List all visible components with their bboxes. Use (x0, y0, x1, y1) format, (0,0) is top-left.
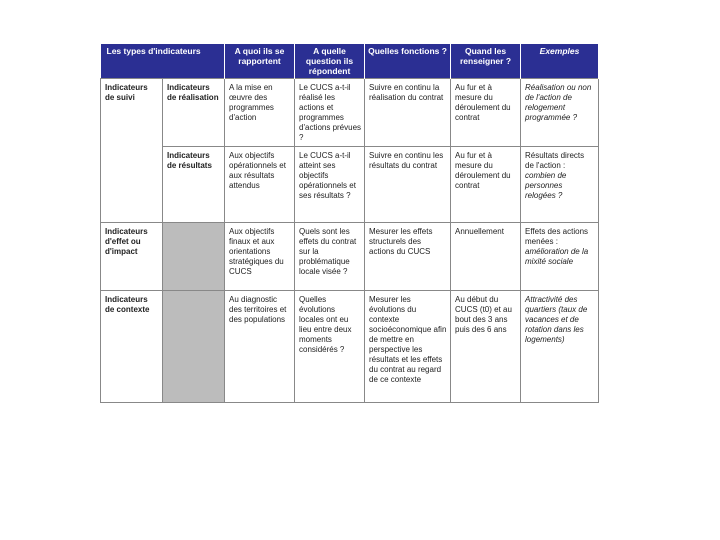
cell-resultats-rapportent: Aux objectifs opérationnels et aux résultats attendus (225, 147, 295, 223)
cell-contexte-rapportent: Au diagnostic des territoires et des populations (225, 291, 295, 403)
cell-impact-quand: Annuellement (451, 223, 521, 291)
impact-exemples-prefix: Effets des actions menées : (525, 227, 589, 246)
cell-resultats-exemples (521, 147, 599, 223)
cell-group-contexte: Indicateurs de contexte (101, 291, 163, 403)
cell-sub-realisation: Indicateurs de réalisation (163, 79, 225, 147)
cell-resultats-quand: Au fur et à mesure du déroulement du contrat (451, 147, 521, 223)
cell-contexte-quand: Au début du CUCS (t0) et au bout des 3 ans puis des 6 ans (451, 291, 521, 403)
header-exemples: Exemples (521, 44, 599, 79)
cell-resultats-fonctions: Suivre en continu les résultats du contrat (365, 147, 451, 223)
cell-contexte-fonctions: Mesurer les évolutions du contexte socioéconomique afin de mettre en perspective les résultats et les effets du contrat au regard de ce contexte (365, 291, 451, 403)
cell-realisation-rapportent: A la mise en œuvre des programmes d'action (225, 79, 295, 147)
cell-group-suivi: Indicateurs de suivi (101, 79, 163, 223)
cell-impact-question: Quels sont les effets du contrat sur la problématique locale visée ? (295, 223, 365, 291)
cell-group-impact: Indicateurs d'effet ou d'impact (101, 223, 163, 291)
cell-empty-grey (163, 223, 225, 291)
cell-impact-exemples (521, 223, 599, 291)
table-row-realisation (101, 79, 599, 147)
cell-impact-fonctions: Mesurer les effets structurels des actions du CUCS (365, 223, 451, 291)
table-row-impact (101, 223, 599, 291)
cell-empty-grey (163, 291, 225, 403)
cell-contexte-question: Quelles évolutions locales ont eu lieu entre deux moments considérés ? (295, 291, 365, 403)
header-question: A quelle question ils répondent (295, 44, 365, 79)
header-types: Les types d'indicateurs (101, 44, 225, 79)
cell-realisation-fonctions: Suivre en continu la réalisation du contrat (365, 79, 451, 147)
indicators-table (100, 44, 599, 403)
cell-contexte-exemples: Attractivité des quartiers (taux de vacances et de rotation dans les logements) (521, 291, 599, 403)
table-row-resultats (101, 147, 599, 223)
header-rapportent: A quoi ils se rapportent (225, 44, 295, 79)
cell-impact-rapportent: Aux objectifs finaux et aux orientations stratégiques du CUCS (225, 223, 295, 291)
cell-sub-resultats: Indicateurs de résultats (163, 147, 225, 223)
table-row-contexte (101, 291, 599, 403)
header-fonctions: Quelles fonctions ? (365, 44, 451, 79)
cell-realisation-exemples: Réalisation ou non de l'action de relogement programmée ? (521, 79, 599, 147)
cell-realisation-quand: Au fur et à mesure du déroulement du contrat (451, 79, 521, 147)
header-quand: Quand les renseigner ? (451, 44, 521, 79)
impact-exemples-italic: amélioration de la mixité sociale (525, 247, 589, 266)
resultats-exemples-prefix: Résultats directs de l'action : (525, 151, 585, 170)
cell-realisation-question: Le CUCS a-t-il réalisé les actions et programmes d'actions prévues ? (295, 79, 365, 147)
header-row (101, 44, 599, 79)
resultats-exemples-italic: combien de personnes relogées ? (525, 171, 567, 200)
cell-resultats-question: Le CUCS a-t-il atteint ses objectifs opérationnels et ses résultats ? (295, 147, 365, 223)
